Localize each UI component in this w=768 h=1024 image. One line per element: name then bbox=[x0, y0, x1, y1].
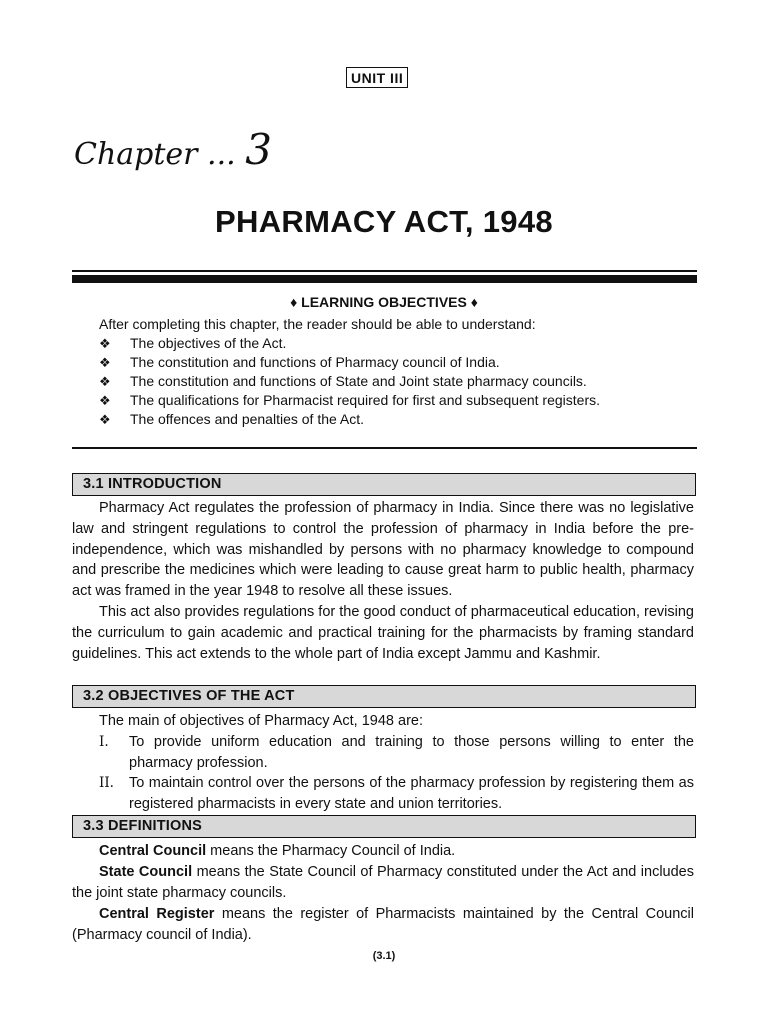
introduction-paragraph-2: This act also provides regulations for the good conduct of pharmaceutical education, revising the curriculum to gain academic and practical training for the pharmacists by framing standard guidelines. This act extends to the whole part of India except Jammu and Kashmir. bbox=[72, 604, 694, 662]
divider-thin bbox=[72, 270, 697, 272]
diamond-bullet-icon: ❖ bbox=[99, 355, 111, 370]
list-item: ❖ The constitution and functions of Pharmacy council of India. bbox=[99, 354, 500, 370]
chapter-number: 3 bbox=[245, 125, 272, 174]
diamond-bullet-icon: ❖ bbox=[99, 393, 111, 408]
introduction-paragraph-1: Pharmacy Act regulates the profession of pharmacy in India. Since there was no legislative law and stringent regulations to control the profession of pharmacy in India before the pre-independence, which was mishandled by persons with no pharmacy knowledge to compound and prescribe the medicines which were leading to cause great harm to public health, pharmacy act was framed in the year 1948 to resolve all these issues. bbox=[72, 500, 694, 600]
list-item: ❖ The constitution and functions of State and Joint state pharmacy councils. bbox=[99, 373, 587, 389]
list-item: ❖ The objectives of the Act. bbox=[99, 335, 287, 351]
definition-term: Central Register bbox=[99, 906, 215, 922]
list-item: ❖ The offences and penalties of the Act. bbox=[99, 411, 365, 427]
page-title: PHARMACY ACT, 1948 bbox=[215, 204, 553, 239]
section-heading-definitions: 3.3 DEFINITIONS bbox=[72, 815, 696, 838]
definition-text: means the register of Pharmacists maintained by the Central Council (Pharmacy council of India). bbox=[72, 906, 694, 943]
unit-label: UNIT III bbox=[346, 67, 408, 88]
definition-term: Central Council bbox=[99, 843, 207, 859]
learning-objectives-intro: After completing this chapter, the reader should be able to understand: bbox=[99, 316, 536, 332]
definition-central-register bbox=[72, 904, 694, 946]
page-number: (3.1) bbox=[372, 950, 396, 962]
list-item: ❖ The qualifications for Pharmacist required for first and subsequent registers. bbox=[99, 392, 601, 408]
objective-text: To maintain control over the persons of the pharmacy profession by registering them as registered pharmacists in every state and union territories. bbox=[129, 775, 694, 812]
objective-item bbox=[99, 732, 694, 774]
diamond-bullet-icon: ❖ bbox=[99, 336, 111, 351]
diamond-bullet-icon: ❖ bbox=[99, 374, 111, 389]
section-heading-objectives: 3.2 OBJECTIVES OF THE ACT bbox=[72, 685, 696, 708]
section-heading-introduction: 3.1 INTRODUCTION bbox=[72, 473, 696, 496]
chapter-heading bbox=[74, 125, 272, 177]
definition-term: State Council bbox=[99, 864, 193, 880]
definition-central-council bbox=[72, 841, 694, 862]
definition-text: means the Pharmacy Council of India. bbox=[206, 843, 456, 859]
divider-bottom bbox=[72, 447, 697, 449]
objective-text: To provide uniform education and training to those persons willing to enter the pharmacy profession. bbox=[129, 734, 694, 771]
learning-objectives-heading: ♦ LEARNING OBJECTIVES ♦ bbox=[290, 294, 478, 310]
objective-item bbox=[99, 773, 694, 815]
divider-thick bbox=[72, 275, 697, 283]
diamond-bullet-icon: ❖ bbox=[99, 412, 111, 427]
learning-objectives-list bbox=[99, 334, 600, 429]
definition-text: means the State Council of Pharmacy constituted under the Act and includes the joint state pharmacy councils. bbox=[72, 864, 695, 901]
roman-numeral: I. bbox=[99, 734, 109, 750]
definition-state-council bbox=[72, 862, 694, 904]
objectives-intro: The main of objectives of Pharmacy Act, 1948 are: bbox=[99, 713, 423, 729]
roman-numeral: II. bbox=[99, 775, 114, 791]
chapter-label: Chapter ... bbox=[74, 137, 236, 172]
